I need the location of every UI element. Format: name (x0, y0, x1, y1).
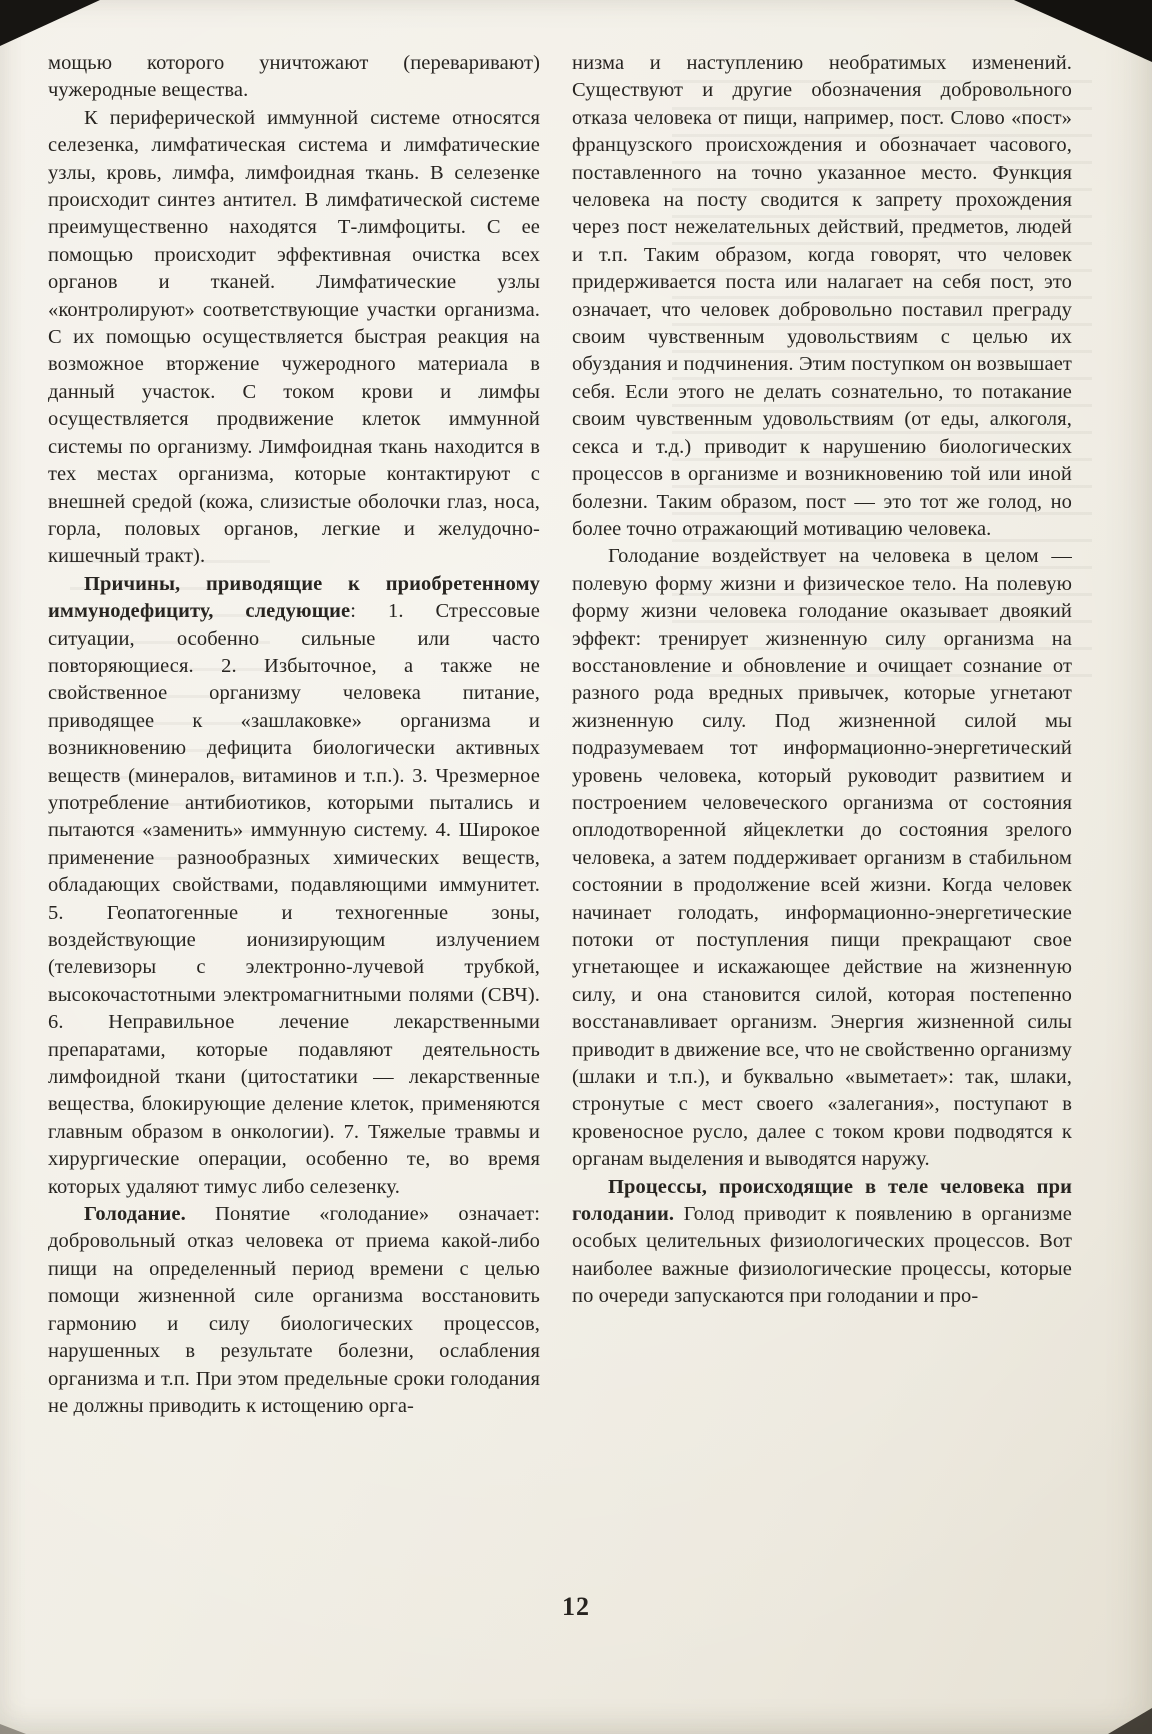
paragraph-text: Голодание воздействует на человека в целом — полевую форму жизни и физическое тело. На полевую форму жизни человека голодание оказывает двоякий эффект: тренирует жизненную силу организма на восстановление и обновление и очищает сознание от разного рода вредных привычек, которые угнетают жизненную силу. Под жизненной силой мы подразумеваем тот информационно-энергетический уровень человека, который руководит развитием и построением человеческого организма от состояния оплодотворенной яйцеклетки до состояния зрелого человека, а затем поддерживает организм в стабильном состоянии в продолжение всей жизни. Когда человек начинает голодать, информационно-энергетические потоки от поступления пищи прекращают свое угнетающее и искажающее действие на жизненную силу, и она становится силой, которая постепенно восстанавливает организм. Энергия жизненной силы приводит в движение все, что не свойственно организму (шлаки и т.п.), и буквально «выметает»: так, шлаки, стронутые с мест своего «залегания», поступают в кровеносное русло, далее с током крови подводятся к органам выделения и выводятся наружу. (572, 545, 1072, 1171)
text-columns (48, 50, 1108, 1525)
paragraph-text: Понятие «голодание» означает: добровольный отказ человека от приема какой-либо пищи на определенный период времени с целью помощи жизненной силе организма восстановить гармонию и силу биологических процессов, нарушенных в результате болезни, ослабления организма и т.п. При этом предельные сроки голодания не должны приводить к истощению орга- (48, 1203, 540, 1417)
paragraph (48, 571, 540, 1201)
paragraph-text: К периферической иммунной системе относятся селезенка, лимфатическая система и лимфатические узлы, кровь, лимфа, лимфоидная ткань. В селезенке происходит синтез антител. В лимфатической системе преимущественно находятся Т-лимфоциты. С ее помощью происходит эффективная очистка всех органов и тканей. Лимфатические узлы «контролируют» соответствующие участки организма. С их помощью осуществляется быстрая реакция на возможное вторжение чужеродного материала в данный участок. С током крови и лимфы осуществляется продвижение клеток иммунной системы по организму. Лимфоидная ткань находится в тех местах организма, которые контактируют с внешней средой (кожа, слизистые оболочки глаз, носа, горла, половых органов, легкие и желудочно-кишечный тракт). (48, 106, 540, 568)
paragraph (48, 50, 540, 105)
scan-corner-artifact-bottom-right (1108, 1708, 1152, 1734)
paragraph-text: Голод приводит к появлению в организме особых целительных физиологических процессов. Вот наиболее важные физиологические процессы, которые по очереди запускаются при голодании и про- (572, 1203, 1072, 1308)
left-column (48, 50, 540, 1525)
paragraph-lead: Процессы, происходящие в теле человека при голодании. (572, 1175, 1072, 1226)
scan-corner-artifact-top-left (0, 0, 100, 46)
paragraph-text: мощью которого уничтожают (переваривают) чужеродные вещества. (48, 52, 540, 102)
page-number: 12 (562, 1592, 590, 1621)
paragraph (572, 543, 1072, 1173)
scan-corner-artifact-bottom-left (0, 1724, 26, 1734)
paragraph (572, 1174, 1072, 1311)
paragraph-lead: Голодание. (84, 1203, 186, 1226)
right-column (572, 50, 1072, 1525)
paragraph-text: : 1. Стрессовые ситуации, особенно сильные или часто повторяющиеся. 2. Избыточное, а также не свойственное организму человека питание, приводящее к «зашлаковке» организма и возникновению дефицита биологически активных веществ (минералов, витаминов и т.п.). 3. Чрезмерное употребление антибиотиков, которыми пытались и пытаются «заменить» иммунную систему. 4. Широкое применение разнообразных химических веществ, обладающих свойствами, подавляющими иммунитет. 5. Геопатогенные и техногенные зоны, воздействующие ионизирующим излучением (телевизоры с электронно-лучевой трубкой, высокочастотными электромагнитными полями (СВЧ). 6. Неправильное лечение лекарственными препаратами, которые подавляют деятельность лимфоидной ткани (цитостатики — лекарственные вещества, блокирующие деление клеток, применяются главным образом в онкологии). 7. Тяжелые травмы и хирургические операции, особенно те, во время которых удаляют тимус либо селезенку. (48, 600, 540, 1198)
paragraph (48, 1201, 540, 1420)
paragraph (48, 105, 540, 571)
paragraph-lead: Причины, приводящие к приобретенному иммунодефициту, следующие (48, 572, 540, 623)
paragraph-text: низма и наступлению необратимых изменений. Существуют и другие обозначения добровольного отказа человека от пищи, например, пост. Слово «пост» французского происхождения и обозначает часового, поставленного на точно указанное место. Функция человека на посту сводится к запрету прохождения через пост нежелательных действий, предметов, людей и т.п. Таким образом, когда говорят, что человек придерживается поста или налагает на себя пост, это означает, что человек добровольно поставил преграду своим чувственным удовольствиям с целью их обуздания и подчинения. Этим поступком он возвышает себя. Если этого не делать сознательно, то потакание своим чувственным удовольствиям (от еды, алкоголя, секса и т.д.) приводит к нарушению биологических процессов в организме и возникновению той или иной болезни. Таким образом, пост — это тот же голод, но более точно отражающий мотивацию человека. (572, 52, 1072, 540)
paragraph (572, 50, 1072, 543)
